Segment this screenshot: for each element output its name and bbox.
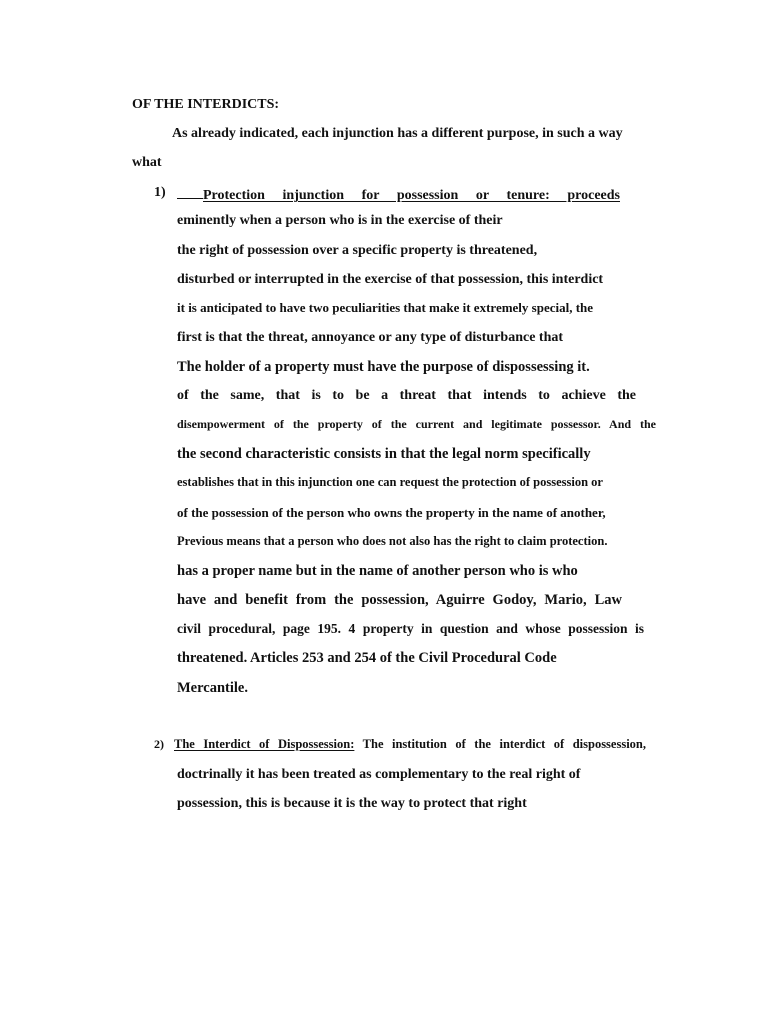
intro-line-continuation: what <box>132 155 162 170</box>
paragraph-line: the right of possession over a specific property is threatened, <box>177 243 538 258</box>
paragraph-line: has a proper name but in the name of another person who is who <box>177 563 578 579</box>
paragraph-line: possession, this is because it is the way to protect that right <box>177 796 527 811</box>
paragraph-line: of the possession of the person who owns the property in the name of another, <box>177 505 606 520</box>
paragraph-line: disempowerment of the property of the current and legitimate possessor. And the <box>177 417 656 431</box>
list-number: 2) <box>154 737 164 751</box>
intro-line: As already indicated, each injunction has a different purpose, in such a way <box>172 126 623 141</box>
paragraph-line: eminently when a person who is in the exercise of their <box>177 213 503 228</box>
item-lead-line <box>174 738 646 751</box>
paragraph-line: The holder of a property must have the purpose of dispossessing it. <box>177 359 590 375</box>
underline-indent <box>177 186 203 199</box>
paragraph-line: civil procedural, page 195. 4 property in question and whose possession is <box>177 621 644 636</box>
item-lead-underlined <box>177 186 620 203</box>
paragraph-line: doctrinally it has been treated as complementary to the real right of <box>177 767 581 782</box>
paragraph-line: first is that the threat, annoyance or any type of disturbance that <box>177 330 564 345</box>
paragraph-line: establishes that in this injunction one can request the protection of possession or <box>177 475 603 489</box>
list-number: 1) <box>154 185 166 200</box>
paragraph-line: the second characteristic consists in that the legal norm specifically <box>177 446 591 462</box>
item-lead-underlined: The Interdict of Dispossession: <box>174 737 355 751</box>
paragraph-line: Previous means that a person who does not also has the right to claim protection. <box>177 534 608 548</box>
paragraph-line: disturbed or interrupted in the exercise of that possession, this interdict <box>177 272 604 287</box>
paragraph-line: threatened. Articles 253 and 254 of the Civil Procedural Code <box>177 650 557 666</box>
item-lead-text: Protection injunction for possession or tenure: proceeds <box>203 188 620 203</box>
paragraph-line: Mercantile. <box>177 680 248 696</box>
item-lead-rest: The institution of the interdict of dispossession, <box>362 737 646 751</box>
section-heading: OF THE INTERDICTS: <box>132 97 280 112</box>
paragraph-line: of the same, that is to be a threat that intends to achieve the <box>177 388 636 403</box>
paragraph-line: have and benefit from the possession, Aguirre Godoy, Mario, Law <box>177 592 622 608</box>
paragraph-line: it is anticipated to have two peculiarities that make it extremely special, the <box>177 300 594 315</box>
